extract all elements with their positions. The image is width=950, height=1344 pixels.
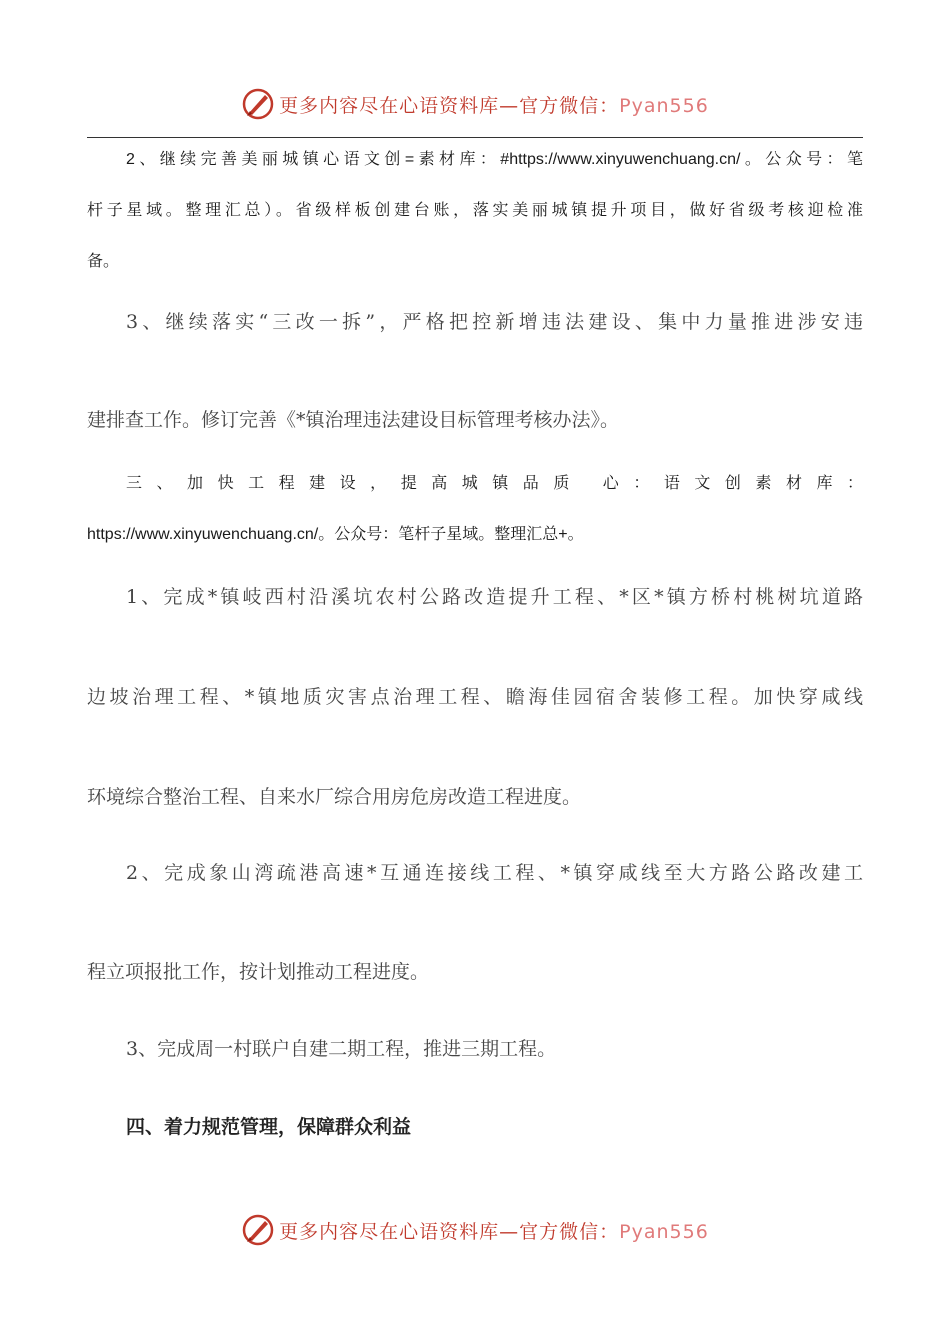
p5-line1: 3、完成周一村联户自建二期工程，推进三期工程。 xyxy=(126,1038,557,1060)
p1-line2: 杆子星域。整理汇总）。省级样板创建台账，落实美丽城镇提升项目，做好省级考核迎检准 xyxy=(87,202,863,219)
p3-line1: 1、完成*镇岐西村沿溪坑农村公路改造提升工程、*区*镇方桥村桃树坑道路 xyxy=(126,586,863,608)
pen-logo-icon xyxy=(241,1213,275,1247)
banner-text: 更多内容尽在心语资料库—官方微信：Pyan556 xyxy=(279,1220,709,1243)
pen-logo-icon xyxy=(241,87,275,121)
footer-banner xyxy=(0,1210,950,1250)
p3-line3: 环境综合整治工程、自来水厂综合用房危房改造工程进度。 xyxy=(87,786,582,808)
p1-line3: 备。 xyxy=(87,253,120,270)
p3-line2: 边坡治理工程、*镇地质灾害点治理工程、瞻海佳园宿舍装修工程。加快穿咸线 xyxy=(87,686,863,708)
banner-wechat-id: Pyan556 xyxy=(619,1220,709,1243)
section-heading-4: 四、着力规范管理，保障群众利益 xyxy=(126,1116,412,1138)
p2-line1: 3、继续落实“三改一拆”，严格把控新增违法建设、集中力量推进涉安违 xyxy=(126,311,863,333)
banner-text: 更多内容尽在心语资料库—官方微信：Pyan556 xyxy=(279,94,709,117)
p2-line2: 建排查工作。修订完善《*镇治理违法建设目标管理考核办法》。 xyxy=(87,409,620,431)
p4-line1: 2、完成象山湾疏港高速*互通连接线工程、*镇穿咸线至大方路公路改建工 xyxy=(126,862,863,884)
h3-line2: https://www.xinyuwenchuang.cn/。公众号：笔杆子星域。整理汇总+。 xyxy=(87,526,584,543)
header-divider xyxy=(87,137,863,138)
p1-line1: 2、继续完善美丽城镇心语文创=素材库：#https://www.xinyuwenchuang.cn/。公众号：笔 xyxy=(126,151,863,168)
h3-line1: 三、加快工程建设，提高城镇品质 心：语文创素材库： xyxy=(126,475,863,492)
banner-wechat-id: Pyan556 xyxy=(619,94,709,117)
header-banner xyxy=(0,84,950,124)
p4-line2: 程立项报批工作，按计划推动工程进度。 xyxy=(87,961,430,983)
